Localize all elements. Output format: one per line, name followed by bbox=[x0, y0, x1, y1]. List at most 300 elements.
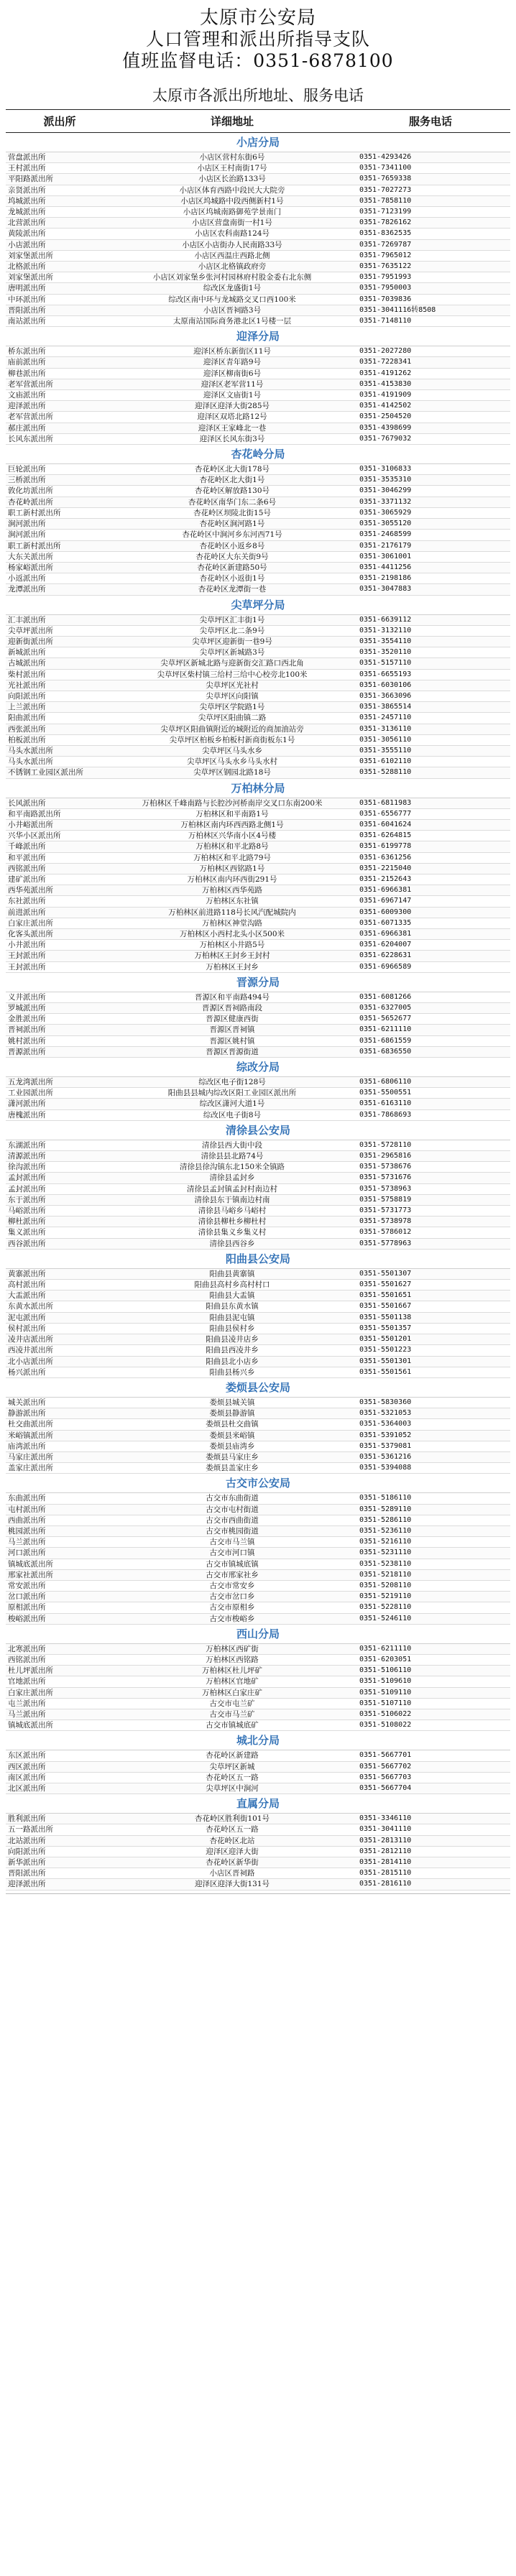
station-name-cell: 五一路派出所 bbox=[6, 1824, 114, 1835]
station-name-cell: 和平南路派出所 bbox=[6, 808, 114, 819]
station-name-cell: 米峪镇派出所 bbox=[6, 1430, 114, 1441]
station-phone-cell: 0351-3371132 bbox=[351, 497, 510, 507]
table-row bbox=[6, 1441, 510, 1451]
column-header-address: 详细地址 bbox=[114, 110, 351, 133]
table-row bbox=[6, 1569, 510, 1580]
station-name-cell: 王封派出所 bbox=[6, 961, 114, 972]
table-row bbox=[6, 316, 510, 327]
table-row bbox=[6, 1077, 510, 1088]
station-name-cell: 不锈钢工业园区派出所 bbox=[6, 767, 114, 778]
station-phone-cell: 0351-5652677 bbox=[351, 1014, 510, 1025]
section-title: 万柏林分局 bbox=[6, 778, 510, 798]
station-phone-cell: 0351-2027280 bbox=[351, 346, 510, 357]
station-name-cell: 西华苑派出所 bbox=[6, 885, 114, 896]
table-row bbox=[6, 195, 510, 206]
station-phone-cell: 0351-2813110 bbox=[351, 1835, 510, 1846]
station-phone-cell: 0351-6966381 bbox=[351, 885, 510, 896]
station-address-cell: 小店区体育西路中段民大大院旁 bbox=[114, 185, 351, 195]
station-address-cell: 小店区营村东街6号 bbox=[114, 152, 351, 163]
table-row bbox=[6, 584, 510, 595]
table-row bbox=[6, 1217, 510, 1227]
station-phone-cell: 0351-5667702 bbox=[351, 1761, 510, 1772]
station-phone-cell: 0351-6163110 bbox=[351, 1099, 510, 1109]
station-name-cell: 西曲派出所 bbox=[6, 1515, 114, 1525]
station-name-cell: 职工新村派出所 bbox=[6, 507, 114, 518]
table-row bbox=[6, 1109, 510, 1120]
station-name-cell: 西谷派出所 bbox=[6, 1238, 114, 1249]
station-address-cell: 万柏林区西铭路1号 bbox=[114, 863, 351, 874]
station-name-cell: 岔口派出所 bbox=[6, 1592, 114, 1602]
header-row bbox=[6, 110, 510, 133]
station-phone-cell: 0351-5501627 bbox=[351, 1280, 510, 1291]
station-name-cell: 北寒派出所 bbox=[6, 1643, 114, 1654]
station-address-cell: 迎泽区桥东新街区11号 bbox=[114, 346, 351, 357]
table-row bbox=[6, 1580, 510, 1591]
table-row bbox=[6, 390, 510, 401]
station-address-cell: 古交市马兰镇 bbox=[114, 1537, 351, 1548]
station-phone-cell: 0351-5109110 bbox=[351, 1687, 510, 1698]
section-title: 迎泽分局 bbox=[6, 327, 510, 346]
table-row bbox=[6, 658, 510, 669]
station-name-cell: 马兰派出所 bbox=[6, 1709, 114, 1719]
station-address-cell: 尖草坪区柏板乡柏板村新商街板东1号 bbox=[114, 734, 351, 745]
station-name-cell: 屯村派出所 bbox=[6, 1504, 114, 1515]
station-phone-cell: 0351-7123199 bbox=[351, 207, 510, 218]
section-title: 古交市公安局 bbox=[6, 1474, 510, 1493]
station-name-cell: 长风派出所 bbox=[6, 798, 114, 808]
station-phone-cell: 0351-3554110 bbox=[351, 636, 510, 647]
station-address-cell: 尖草坪区马头水乡 bbox=[114, 745, 351, 756]
station-address-cell: 阳曲县北小店乡 bbox=[114, 1356, 351, 1367]
station-address-cell: 综改区南中环与龙城路交叉口西100米 bbox=[114, 294, 351, 305]
table-row bbox=[6, 1345, 510, 1356]
station-address-cell: 清徐县西谷乡 bbox=[114, 1238, 351, 1249]
station-address-cell: 万柏林区西华苑路 bbox=[114, 885, 351, 896]
table-row bbox=[6, 562, 510, 573]
station-name-cell: 平阳路派出所 bbox=[6, 174, 114, 185]
table-row bbox=[6, 713, 510, 724]
station-address-cell: 杏花岭区坝陵北街15号 bbox=[114, 507, 351, 518]
station-phone-cell: 0351-2965816 bbox=[351, 1151, 510, 1162]
station-address-cell: 万柏林区神堂沟路 bbox=[114, 918, 351, 928]
column-header-station: 派出所 bbox=[6, 110, 114, 133]
station-name-cell: 老军营派出所 bbox=[6, 379, 114, 389]
station-address-cell: 综改区电子街128号 bbox=[114, 1077, 351, 1088]
table-row bbox=[6, 519, 510, 530]
station-phone-cell: 0351-5758819 bbox=[351, 1194, 510, 1205]
station-address-cell: 娄烦县米峪镇 bbox=[114, 1430, 351, 1441]
station-phone-cell: 0351-5501667 bbox=[351, 1301, 510, 1312]
station-name-cell: 桃园派出所 bbox=[6, 1525, 114, 1536]
station-phone-cell: 0351-5231110 bbox=[351, 1548, 510, 1559]
station-address-cell: 万柏林区东社镇 bbox=[114, 896, 351, 907]
station-phone-cell: 0351-5667701 bbox=[351, 1750, 510, 1761]
station-name-cell: 和平派出所 bbox=[6, 852, 114, 863]
station-phone-cell: 0351-7826162 bbox=[351, 218, 510, 228]
station-phone-cell: 0351-6009300 bbox=[351, 907, 510, 918]
station-name-cell: 梭峪派出所 bbox=[6, 1613, 114, 1624]
table-row bbox=[6, 1367, 510, 1377]
station-phone-cell: 0351-5786012 bbox=[351, 1227, 510, 1238]
table-row bbox=[6, 475, 510, 486]
station-phone-cell: 0351-2176179 bbox=[351, 540, 510, 551]
station-address-cell: 尖草坪区新城路3号 bbox=[114, 647, 351, 658]
station-name-cell: 长风东派出所 bbox=[6, 433, 114, 444]
station-address-cell: 尖草坪区阳曲镇二路 bbox=[114, 713, 351, 724]
section-title: 直属分局 bbox=[6, 1794, 510, 1814]
station-phone-cell: 0351-6204007 bbox=[351, 940, 510, 951]
station-phone-cell: 0351-7868693 bbox=[351, 1109, 510, 1120]
station-name-cell: 迎泽派出所 bbox=[6, 1879, 114, 1890]
table-row bbox=[6, 1835, 510, 1846]
station-phone-cell: 0351-2814110 bbox=[351, 1857, 510, 1868]
table-row bbox=[6, 819, 510, 830]
station-phone-cell: 0351-6081266 bbox=[351, 992, 510, 1002]
table-row bbox=[6, 1592, 510, 1602]
station-address-cell: 杏花岭区小返乡8号 bbox=[114, 540, 351, 551]
station-phone-cell: 0351-6211110 bbox=[351, 1025, 510, 1035]
table-row bbox=[6, 1430, 510, 1441]
station-name-cell: 巨轮派出所 bbox=[6, 464, 114, 475]
station-address-cell: 小店区农科南路124号 bbox=[114, 228, 351, 239]
station-address-cell: 清徐县徐沟镇东北150米全镇路 bbox=[114, 1162, 351, 1173]
station-phone-cell: 0351-4153830 bbox=[351, 379, 510, 389]
station-name-cell: 凌井店派出所 bbox=[6, 1334, 114, 1345]
station-address-cell: 娄烦县庙湾乡 bbox=[114, 1441, 351, 1451]
station-name-cell: 坞城派出所 bbox=[6, 195, 114, 206]
station-address-cell: 小店区长治路133号 bbox=[114, 174, 351, 185]
station-address-cell: 迎泽区迎泽大街 bbox=[114, 1846, 351, 1857]
station-address-cell: 综改区潇河大道1号 bbox=[114, 1099, 351, 1109]
station-name-cell: 杜交曲派出所 bbox=[6, 1419, 114, 1430]
station-phone-cell: 0351-5216110 bbox=[351, 1537, 510, 1548]
station-address-cell: 杏花岭区五一路 bbox=[114, 1772, 351, 1783]
station-phone-cell: 0351-5106110 bbox=[351, 1666, 510, 1676]
station-name-cell: 河口派出所 bbox=[6, 1548, 114, 1559]
table-row bbox=[6, 1613, 510, 1624]
station-address-cell: 迎泽区青年路9号 bbox=[114, 357, 351, 368]
station-address-cell: 尖草坪区新城 bbox=[114, 1761, 351, 1772]
station-address-cell: 万柏林区兴华南小区4号楼 bbox=[114, 831, 351, 841]
station-phone-cell: 0351-3535310 bbox=[351, 475, 510, 486]
table-row bbox=[6, 1151, 510, 1162]
station-name-cell: 刘家堡派出所 bbox=[6, 272, 114, 283]
station-address-cell: 娄烦县马家庄乡 bbox=[114, 1451, 351, 1462]
station-phone-cell: 0351-7659338 bbox=[351, 174, 510, 185]
table-row bbox=[6, 852, 510, 863]
station-address-cell: 阳曲县凌井店乡 bbox=[114, 1334, 351, 1345]
station-phone-cell: 0351-5379081 bbox=[351, 1441, 510, 1451]
station-name-cell: 马头水派出所 bbox=[6, 745, 114, 756]
station-phone-cell: 0351-3346110 bbox=[351, 1814, 510, 1824]
station-phone-cell: 0351-5289110 bbox=[351, 1504, 510, 1515]
station-name-cell: 马头水派出所 bbox=[6, 757, 114, 767]
table-row bbox=[6, 1814, 510, 1824]
station-name-cell: 千峰派出所 bbox=[6, 841, 114, 852]
table-row bbox=[6, 1312, 510, 1323]
station-address-cell: 太原南站国际商务港北区1号楼一层 bbox=[114, 316, 351, 327]
station-address-cell: 万柏林区王封乡 bbox=[114, 961, 351, 972]
station-address-cell: 万柏林区杜儿坪矿 bbox=[114, 1666, 351, 1676]
station-name-cell: 柏板派出所 bbox=[6, 734, 114, 745]
station-phone-cell: 0351-5501223 bbox=[351, 1345, 510, 1356]
section-title: 小店分局 bbox=[6, 133, 510, 152]
table-row bbox=[6, 1504, 510, 1515]
station-name-cell: 柳巷派出所 bbox=[6, 368, 114, 379]
station-address-cell: 小店区坞城路中段西侧新村1号 bbox=[114, 195, 351, 206]
station-name-cell: 东湖派出所 bbox=[6, 1140, 114, 1150]
section-title: 晋源分局 bbox=[6, 972, 510, 992]
station-name-cell: 西凌井派出所 bbox=[6, 1345, 114, 1356]
table-row bbox=[6, 357, 510, 368]
station-name-cell: 老军营派出所 bbox=[6, 412, 114, 423]
table-row bbox=[6, 929, 510, 940]
station-address-cell: 古交市镇城底镇 bbox=[114, 1559, 351, 1569]
station-address-cell: 杏花岭区中涧河乡东河西71号 bbox=[114, 530, 351, 540]
station-name-cell: 孟封派出所 bbox=[6, 1183, 114, 1194]
station-phone-cell: 0351-5501138 bbox=[351, 1312, 510, 1323]
station-name-cell: 原相派出所 bbox=[6, 1602, 114, 1613]
station-name-cell: 东于派出所 bbox=[6, 1194, 114, 1205]
table-row bbox=[6, 540, 510, 551]
section-header-row bbox=[6, 1474, 510, 1493]
station-address-cell: 晋源区晋祠镇 bbox=[114, 1025, 351, 1035]
table-row bbox=[6, 1654, 510, 1665]
station-phone-cell: 0351-5500551 bbox=[351, 1088, 510, 1099]
station-address-cell: 娄烦县杜交曲镇 bbox=[114, 1419, 351, 1430]
station-phone-cell: 0351-6556777 bbox=[351, 808, 510, 819]
station-name-cell: 三桥派出所 bbox=[6, 475, 114, 486]
table-row bbox=[6, 1666, 510, 1676]
station-address-cell: 万柏林区南内环西街291号 bbox=[114, 874, 351, 885]
station-name-cell: 化客头派出所 bbox=[6, 929, 114, 940]
station-address-cell: 尖草坪区中涧河 bbox=[114, 1783, 351, 1794]
station-name-cell: 马家庄派出所 bbox=[6, 1451, 114, 1462]
station-phone-cell: 0351-7635122 bbox=[351, 262, 510, 272]
table-row bbox=[6, 636, 510, 647]
station-address-cell: 迎泽区迎泽大街285号 bbox=[114, 401, 351, 412]
table-row bbox=[6, 1227, 510, 1238]
table-row bbox=[6, 1397, 510, 1408]
table-row bbox=[6, 1525, 510, 1536]
table-row bbox=[6, 1761, 510, 1772]
station-address-cell: 尖草坪区钢园北路18号 bbox=[114, 767, 351, 778]
table-row bbox=[6, 423, 510, 433]
station-name-cell: 桥东派出所 bbox=[6, 346, 114, 357]
table-row bbox=[6, 185, 510, 195]
station-name-cell: 向阳派出所 bbox=[6, 691, 114, 701]
station-name-cell: 郝庄派出所 bbox=[6, 423, 114, 433]
station-name-cell: 胜利派出所 bbox=[6, 1814, 114, 1824]
table-row bbox=[6, 874, 510, 885]
station-address-cell: 阳曲县高村乡高村村口 bbox=[114, 1280, 351, 1291]
station-phone-cell: 0351-3061001 bbox=[351, 551, 510, 562]
station-phone-cell: 0351-5667703 bbox=[351, 1772, 510, 1783]
station-phone-cell: 0351-5501357 bbox=[351, 1323, 510, 1334]
table-row bbox=[6, 412, 510, 423]
table-row bbox=[6, 464, 510, 475]
station-address-cell: 清徐县西大街中段 bbox=[114, 1140, 351, 1150]
station-name-cell: 北营派出所 bbox=[6, 218, 114, 228]
station-address-cell: 迎泽区长风东街3号 bbox=[114, 433, 351, 444]
station-phone-cell: 0351-3106833 bbox=[351, 464, 510, 475]
station-name-cell: 清源派出所 bbox=[6, 1151, 114, 1162]
table-row bbox=[6, 1035, 510, 1046]
station-address-cell: 尖草坪区柴村镇三给村三给中心校旁北100米 bbox=[114, 669, 351, 680]
station-name-cell: 小井峪派出所 bbox=[6, 819, 114, 830]
station-name-cell: 涧河派出所 bbox=[6, 530, 114, 540]
section-header-row bbox=[6, 1794, 510, 1814]
table-row bbox=[6, 669, 510, 680]
division-title: 人口管理和派出所指导支队 bbox=[145, 29, 370, 50]
section-header-row bbox=[6, 1249, 510, 1268]
section-header-row bbox=[6, 133, 510, 152]
station-address-cell: 古交市河口镇 bbox=[114, 1548, 351, 1559]
table-row bbox=[6, 647, 510, 658]
station-phone-cell: 0351-3041116转8508 bbox=[351, 305, 510, 315]
station-address-cell: 迎泽区老军营11号 bbox=[114, 379, 351, 389]
station-address-cell: 古交市东曲街道 bbox=[114, 1493, 351, 1504]
station-phone-cell: 0351-5361216 bbox=[351, 1451, 510, 1462]
station-address-cell: 古交市屯村街道 bbox=[114, 1504, 351, 1515]
station-phone-cell: 0351-2198186 bbox=[351, 573, 510, 584]
station-address-cell: 杏花岭区大东关街9号 bbox=[114, 551, 351, 562]
station-name-cell: 阳曲派出所 bbox=[6, 713, 114, 724]
station-phone-cell: 0351-6327005 bbox=[351, 1003, 510, 1014]
station-name-cell: 黄寨派出所 bbox=[6, 1268, 114, 1279]
station-address-cell: 阳曲县黄寨镇 bbox=[114, 1268, 351, 1279]
station-phone-cell: 0351-5108022 bbox=[351, 1720, 510, 1731]
table-row bbox=[6, 625, 510, 636]
station-address-cell: 阳曲县大盂镇 bbox=[114, 1291, 351, 1301]
station-name-cell: 工业园派出所 bbox=[6, 1088, 114, 1099]
station-phone-cell: 0351-2812110 bbox=[351, 1846, 510, 1857]
table-row bbox=[6, 863, 510, 874]
station-phone-cell: 0351-6655193 bbox=[351, 669, 510, 680]
table-row bbox=[6, 1824, 510, 1835]
station-address-cell: 万柏林区和平南路1号 bbox=[114, 808, 351, 819]
station-address-cell: 万柏林区和平北路8号 bbox=[114, 841, 351, 852]
table-row bbox=[6, 1323, 510, 1334]
station-name-cell: 白家庄派出所 bbox=[6, 1687, 114, 1698]
station-address-cell: 晋源区健康西街 bbox=[114, 1014, 351, 1025]
station-phone-cell: 0351-3136110 bbox=[351, 724, 510, 734]
station-name-cell: 静游派出所 bbox=[6, 1408, 114, 1419]
station-phone-cell: 0351-5109610 bbox=[351, 1676, 510, 1687]
section-header-row bbox=[6, 1377, 510, 1397]
station-address-cell: 娄烦县城关镇 bbox=[114, 1397, 351, 1408]
station-address-cell: 万柏林区官地矿 bbox=[114, 1676, 351, 1687]
station-phone-cell: 0351-3663096 bbox=[351, 691, 510, 701]
table-row bbox=[6, 1559, 510, 1569]
table-row bbox=[6, 1463, 510, 1474]
station-name-cell: 龙城派出所 bbox=[6, 207, 114, 218]
station-phone-cell: 0351-5218110 bbox=[351, 1569, 510, 1580]
table-row bbox=[6, 433, 510, 444]
station-name-cell: 镇城底派出所 bbox=[6, 1559, 114, 1569]
table-row bbox=[6, 294, 510, 305]
station-address-cell: 小店区营盘南街一村1号 bbox=[114, 218, 351, 228]
station-name-cell: 徐沟派出所 bbox=[6, 1162, 114, 1173]
station-phone-cell: 0351-5321053 bbox=[351, 1408, 510, 1419]
station-phone-cell: 0351-7950003 bbox=[351, 283, 510, 294]
table-row bbox=[6, 1088, 510, 1099]
station-name-cell: 义井派出所 bbox=[6, 992, 114, 1002]
station-address-cell: 小店区小店街办人民南路33号 bbox=[114, 239, 351, 250]
station-name-cell: 官地派出所 bbox=[6, 1676, 114, 1687]
station-address-cell: 晋源区姚村镇 bbox=[114, 1035, 351, 1046]
station-phone-cell: 0351-5208110 bbox=[351, 1580, 510, 1591]
station-name-cell: 庙前派出所 bbox=[6, 357, 114, 368]
station-name-cell: 西铭派出所 bbox=[6, 863, 114, 874]
table-row bbox=[6, 1140, 510, 1150]
station-phone-cell: 0351-5219110 bbox=[351, 1592, 510, 1602]
station-name-cell: 南区派出所 bbox=[6, 1772, 114, 1783]
station-phone-cell: 0351-5728110 bbox=[351, 1140, 510, 1150]
station-address-cell: 阳曲县东黄水镇 bbox=[114, 1301, 351, 1312]
station-phone-cell: 0351-5238110 bbox=[351, 1559, 510, 1569]
station-name-cell: 古城派出所 bbox=[6, 658, 114, 669]
table-title: 太原市各派出所地址、服务电话 bbox=[152, 87, 364, 104]
section-title: 西山分局 bbox=[6, 1624, 510, 1643]
station-name-cell: 西铭派出所 bbox=[6, 1654, 114, 1665]
station-name-cell: 兴华小区派出所 bbox=[6, 831, 114, 841]
station-phone-cell: 0351-5246110 bbox=[351, 1613, 510, 1624]
table-row bbox=[6, 239, 510, 250]
table-header bbox=[6, 110, 510, 133]
station-phone-cell: 0351-5738978 bbox=[351, 1217, 510, 1227]
station-name-cell: 迎泽派出所 bbox=[6, 401, 114, 412]
table-row bbox=[6, 1301, 510, 1312]
station-phone-cell: 0351-4398699 bbox=[351, 423, 510, 433]
station-name-cell: 北格派出所 bbox=[6, 262, 114, 272]
table-row bbox=[6, 734, 510, 745]
table-row bbox=[6, 841, 510, 852]
section-title: 尖草坪分局 bbox=[6, 595, 510, 614]
station-phone-cell: 0351-5830360 bbox=[351, 1397, 510, 1408]
bureau-title: 太原市公安局 bbox=[199, 7, 316, 29]
section-title: 清徐县公安局 bbox=[6, 1120, 510, 1140]
station-name-cell: 南站派出所 bbox=[6, 316, 114, 327]
station-phone-cell: 0351-2468599 bbox=[351, 530, 510, 540]
station-address-cell: 万柏林区和平北路79号 bbox=[114, 852, 351, 863]
station-address-cell: 古交市西曲街道 bbox=[114, 1515, 351, 1525]
station-phone-cell: 0351-3065929 bbox=[351, 507, 510, 518]
station-phone-cell: 0351-2215040 bbox=[351, 863, 510, 874]
station-name-cell: 汇丰派出所 bbox=[6, 614, 114, 625]
station-name-cell: 北区派出所 bbox=[6, 1783, 114, 1794]
table-row bbox=[6, 1183, 510, 1194]
station-phone-cell: 0351-6966381 bbox=[351, 929, 510, 940]
station-name-cell: 柳杜派出所 bbox=[6, 1217, 114, 1227]
station-name-cell: 刘家堡派出所 bbox=[6, 250, 114, 261]
station-phone-cell: 0351-6228631 bbox=[351, 951, 510, 961]
station-name-cell: 侯村派出所 bbox=[6, 1323, 114, 1334]
station-address-cell: 阳曲县泥屯镇 bbox=[114, 1312, 351, 1323]
section-title: 娄烦县公安局 bbox=[6, 1377, 510, 1397]
station-name-cell: 杜儿坪派出所 bbox=[6, 1666, 114, 1676]
station-name-cell: 唐槐派出所 bbox=[6, 1109, 114, 1120]
station-address-cell: 阳曲县西凌井乡 bbox=[114, 1345, 351, 1356]
table-row bbox=[6, 486, 510, 497]
table-row bbox=[6, 1162, 510, 1173]
table-row bbox=[6, 1206, 510, 1217]
table-body bbox=[6, 133, 510, 1891]
table-row bbox=[6, 1857, 510, 1868]
station-name-cell: 大盂派出所 bbox=[6, 1291, 114, 1301]
station-address-cell: 阳曲县县城内综改区阳工业园区派出所 bbox=[114, 1088, 351, 1099]
station-address-cell: 清徐县孟封镇孟封村南边村 bbox=[114, 1183, 351, 1194]
